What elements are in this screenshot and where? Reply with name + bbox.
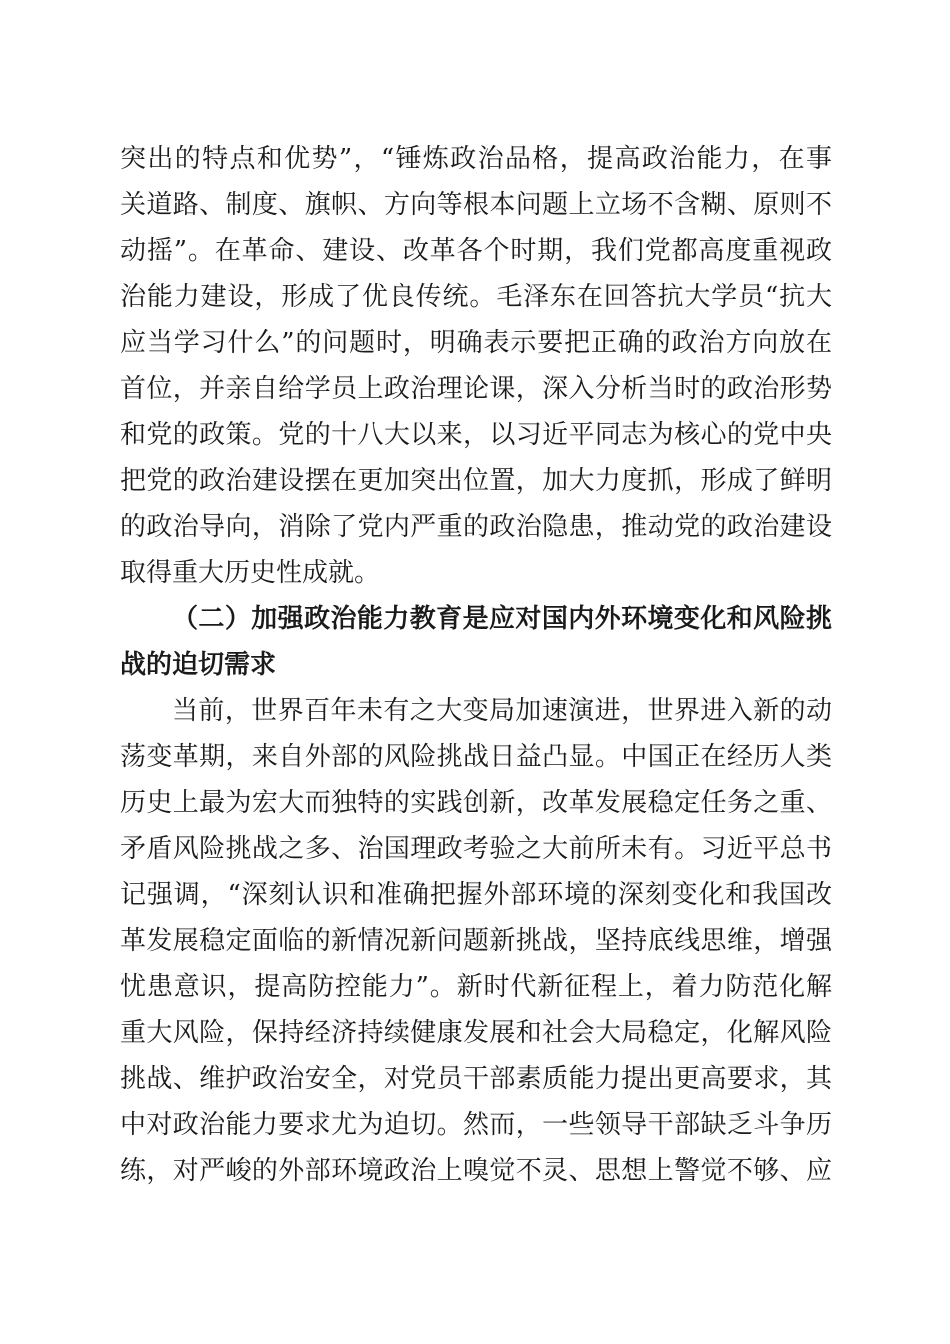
heading-line: （二）加强政治能力教育是应对国内外环境变化和风险挑 bbox=[172, 604, 832, 634]
text-line: 突出的特点和优势”，“锤炼政治品格，提高政治能力，在事 bbox=[120, 144, 832, 174]
text-line: 矛盾风险挑战之多、治国理政考验之大前所未有。习近平总书 bbox=[120, 834, 832, 864]
text-line: 历史上最为宏大而独特的实践创新，改革发展稳定任务之重、 bbox=[120, 788, 832, 818]
text-line: 和党的政策。党的十八大以来，以习近平同志为核心的党中央 bbox=[120, 420, 832, 450]
paragraph-1 bbox=[120, 136, 832, 596]
text-line: 把党的政治建设摆在更加突出位置，加大力度抓，形成了鲜明 bbox=[120, 466, 832, 496]
text-line: 首位，并亲自给学员上政治理论课，深入分析当时的政治形势 bbox=[120, 374, 832, 404]
text-line: 关道路、制度、旗帜、方向等根本问题上立场不含糊、原则不 bbox=[120, 190, 832, 220]
text-line: 动摇”。在革命、建设、改革各个时期，我们党都高度重视政 bbox=[120, 236, 832, 266]
paragraph-2 bbox=[120, 688, 832, 1194]
text-line: 中对政治能力要求尤为迫切。然而，一些领导干部缺乏斗争历 bbox=[120, 1110, 832, 1140]
text-line: 革发展稳定面临的新情况新问题新挑战，坚持底线思维，增强 bbox=[120, 926, 832, 956]
text-line: 的政治导向，消除了党内严重的政治隐患，推动党的政治建设 bbox=[120, 512, 832, 542]
text-line: 练，对严峻的外部环境政治上嗅觉不灵、思想上警觉不够、应 bbox=[120, 1156, 832, 1186]
section-heading bbox=[120, 596, 832, 688]
text-line: 治能力建设，形成了优良传统。毛泽东在回答抗大学员“抗大 bbox=[120, 282, 832, 312]
text-line: 重大风险，保持经济持续健康发展和社会大局稳定，化解风险 bbox=[120, 1018, 832, 1048]
text-line: 挑战、维护政治安全，对党员干部素质能力提出更高要求，其 bbox=[120, 1064, 832, 1094]
text-line: 荡变革期，来自外部的风险挑战日益凸显。中国正在经历人类 bbox=[120, 742, 832, 772]
text-line: 应当学习什么”的问题时，明确表示要把正确的政治方向放在 bbox=[120, 328, 832, 358]
text-line: 当前，世界百年未有之大变局加速演进，世界进入新的动 bbox=[172, 696, 832, 726]
text-line: 取得重大历史性成就。 bbox=[120, 558, 381, 588]
heading-line: 战的迫切需求 bbox=[120, 650, 277, 680]
document-body bbox=[120, 136, 832, 1194]
text-line: 记强调，“深刻认识和准确把握外部环境的深刻变化和我国改 bbox=[120, 880, 832, 910]
text-line: 忧患意识，提高防控能力”。新时代新征程上，着力防范化解 bbox=[120, 972, 832, 1002]
